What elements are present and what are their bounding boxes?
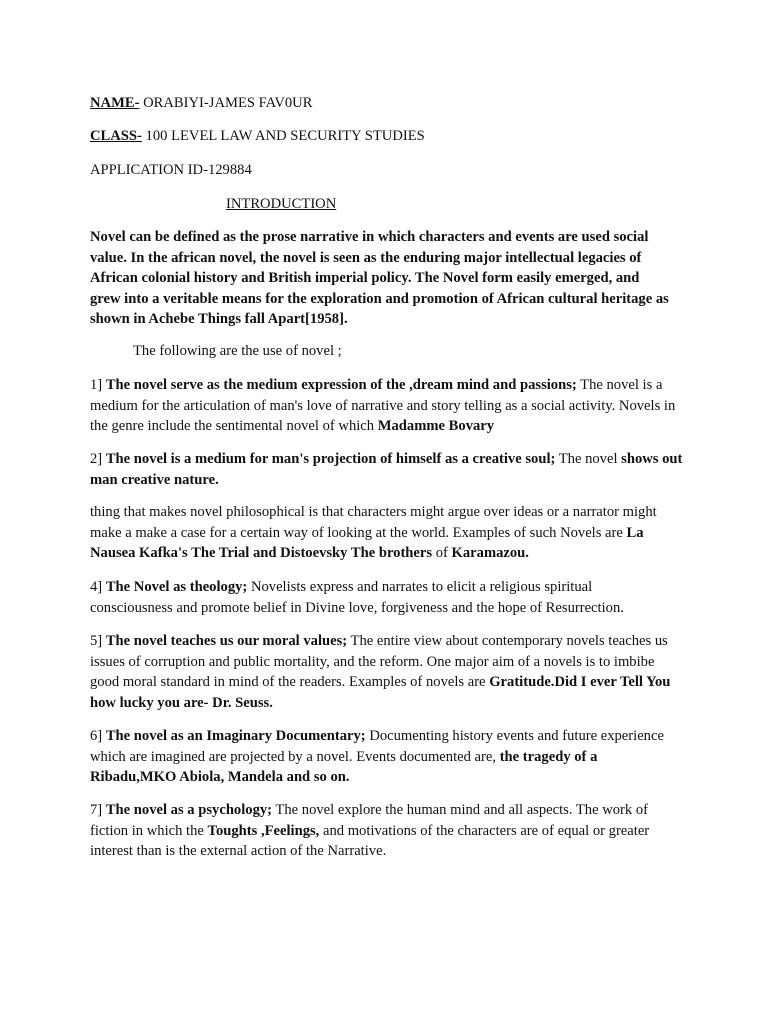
item-number: 5]	[90, 633, 106, 649]
item-text: thing that makes novel philosophical is that characters might argue over ideas or a narrator might make a make a case for a certain way of looking at the world. Examples of such Novels are	[90, 504, 657, 541]
item-emphasis: Toughts ,Feelings,	[207, 822, 320, 839]
item-example: shows out man creative nature.	[90, 451, 683, 488]
application-id-line: APPLICATION ID-129884	[90, 162, 252, 178]
item-text: The novel is a medium for the articulation of man's love of narrative and story telling as a social activity. Novels in the genre include the sentimental novel of which	[90, 377, 676, 434]
item-number: 1]	[90, 377, 106, 393]
name-value: ORABIYI-JAMES FAV0UR	[139, 95, 313, 111]
list-item-6	[90, 726, 680, 788]
name-line	[90, 93, 690, 114]
item-number: 2]	[90, 451, 106, 467]
item-text: Novelists express and narrates to elicit a religious spiritual consciousness and promote belief in Divine love, forgiveness and the hope of Resurrection.	[90, 579, 624, 616]
list-item-1	[90, 375, 690, 437]
item-number: 4]	[90, 579, 106, 595]
item-text: Documenting history events and future experience which are imagined are projected by a novel. Events documented are,	[90, 728, 664, 765]
item-text-end: and motivations of the characters are of equal or greater interest than is the external action of the Narrative.	[90, 822, 650, 859]
item-heading: The Novel as theology;	[105, 579, 248, 595]
item-text: The entire view about contemporary novels teaches us issues of corruption and public mortality, and the reform. One major aim of a novels is to imbibe good moral standard in mind of the readers. Examples of novels are	[90, 633, 668, 690]
item-example: Madamme Bovary	[377, 418, 495, 434]
item-example: La Nausea Kafka's The Trial and Distoevsky The brothers	[90, 524, 644, 561]
item-heading: The novel as an Imaginary Documentary;	[105, 728, 366, 744]
item-text: The novel explore the human mind and all aspects. The work of fiction in which the	[90, 802, 649, 839]
item-heading: The novel as a psychology;	[105, 802, 273, 818]
item-text: The novel	[555, 451, 622, 467]
list-item-2	[90, 449, 690, 490]
item-heading: The novel teaches us our moral values;	[105, 633, 348, 649]
item-number: 6]	[90, 728, 106, 744]
intro-paragraph: Novel can be defined as the prose narrative in which characters and events are used social value. In the african novel, the novel is seen as the enduring major intellectual legacies of African colonial history and British imperial policy. The Novel form easily emerged, and grew into a veritable means for the exploration and promotion of African cultural heritage as shown in Achebe Things fall Apart[1958].	[90, 229, 669, 327]
class-label: CLASS-	[90, 128, 142, 144]
class-line	[90, 126, 690, 147]
list-item-7	[90, 800, 680, 862]
list-item-3	[90, 502, 670, 564]
item-example: Gratitude.Did I ever Tell You how lucky you are- Dr. Seuss.	[90, 674, 671, 711]
name-label: NAME-	[90, 95, 140, 111]
section-title: INTRODUCTION	[226, 196, 337, 212]
class-value: 100 LEVEL LAW AND SECURITY STUDIES	[141, 128, 425, 144]
list-item-4	[90, 577, 650, 618]
list-item-5	[90, 631, 680, 713]
item-example: the tragedy of a Ribadu,MKO Abiola, Mandela and so on.	[90, 748, 598, 785]
lead-in: The following are the use of novel ;	[133, 343, 342, 359]
item-example-end: Karamazou.	[451, 545, 529, 561]
item-number: 7]	[90, 802, 106, 818]
item-text-join: of	[432, 545, 452, 561]
item-heading: The novel serve as the medium expression of the ,dream mind and passions;	[105, 377, 577, 393]
item-heading: The novel is a medium for man's projection of himself as a creative soul;	[105, 451, 556, 467]
